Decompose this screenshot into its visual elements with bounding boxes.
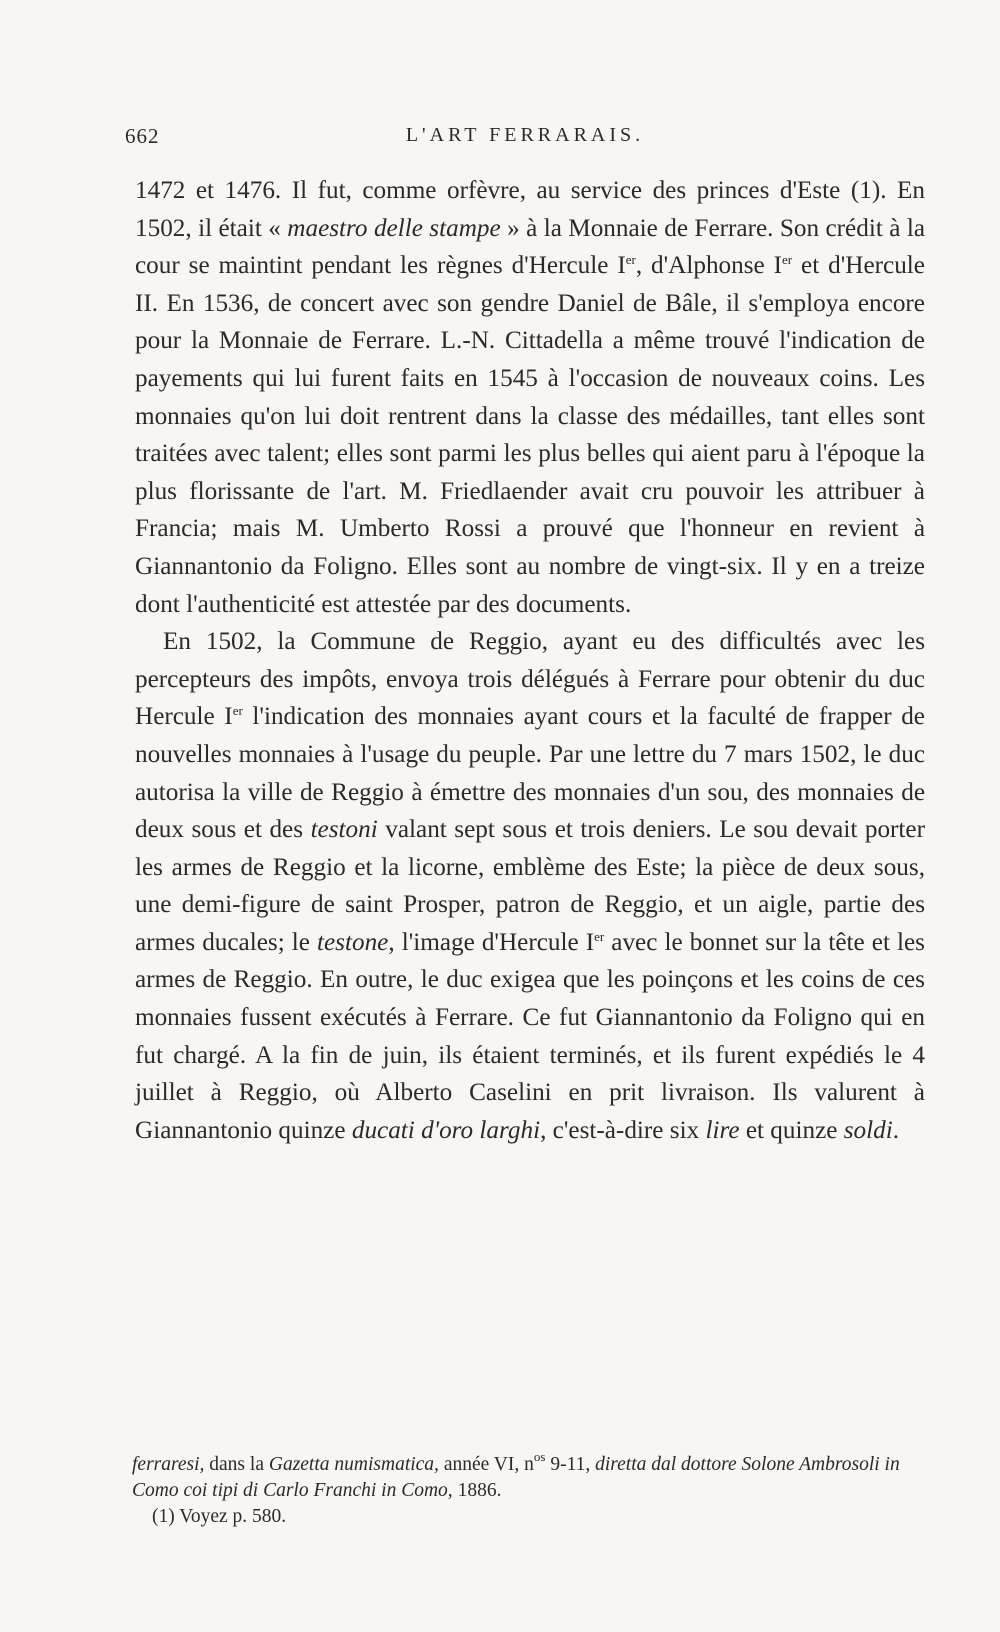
text-run: valant sept sous et trois deniers. Le sou devait porter les armes de Reggio et la licorne, emblème des Este; la pièce de deux sous, une demi-figure de saint Prosper, patron de Reggio, et un aigle, partie des armes ducales; le: [135, 816, 925, 956]
text-run: 9-11,: [545, 1454, 596, 1475]
page-header: [125, 124, 925, 164]
superscript: er: [625, 252, 636, 268]
text-run: .: [892, 1116, 900, 1144]
italic-run: maestro delle stampe: [287, 214, 501, 242]
page-number: 662: [125, 124, 160, 148]
superscript: er: [594, 928, 605, 944]
superscript: os: [533, 1449, 546, 1464]
text-run: et quinze: [739, 1116, 844, 1144]
footnotes: [132, 1449, 932, 1530]
italic-run: testoni: [310, 816, 378, 844]
italic-run: ducati d'oro larghi: [351, 1116, 541, 1144]
text-run: dans la: [204, 1454, 269, 1475]
footnote-1: (1) Voyez p. 580.: [152, 1506, 287, 1527]
italic-run: testone: [317, 928, 389, 956]
text-run: En 1502, la Commune de Reggio, ayant eu des difficultés avec les percepteurs des impôts, envoya trois délégués à Ferrare pour obtenir du duc Hercule I: [135, 628, 925, 731]
text-run: avec le bonnet sur la tête et les armes de Reggio. En outre, le duc exigea que les poinçons et les coins de ces monnaies fussent exécutés à Ferrare. Ce fut Giannantonio da Foligno qui en fut chargé. A la fin de juin, ils étaient terminés, et ils furent expédiés le 4 juillet à Reggio, où Alberto Caselini en prit livraison. Ils valurent à Giannantonio quinze: [135, 928, 925, 1144]
footnote-continuation: [132, 1449, 932, 1504]
text-run: année VI, n: [438, 1454, 534, 1475]
text-run: et d'Hercule II. En 1536, de concert avec son gendre Daniel de Bâle, il s'employa encore pour la Monnaie de Ferrare. L.-N. Cittadella a même trouvé l'indication de payements qui lui furent faits en 1545 à l'occasion de nouveaux coins. Les monnaies qu'on lui doit rentrent dans la classe des médailles, tant elles sont traitées avec talent; elles sont parmi les plus belles qui aient paru à l'époque la plus florissante de l'art. M. Friedlaender avait cru pouvoir les attribuer à Francia; mais M. Umberto Rossi a prouvé que l'honneur en revient à Giannantonio da Foligno. Elles sont au nombre de vingt-six. Il y en a treize dont l'authenticité est attestée par des documents.: [135, 252, 925, 618]
running-title: L'ART FERRARAIS.: [405, 124, 645, 146]
text-run: , d'Alphonse I: [635, 252, 783, 280]
text-run: » à la Monnaie de Ferrare. Son crédit à la cour se maintint pendant les règnes d'Hercule I: [135, 214, 926, 280]
italic-run: diretta dal dottore Solone Ambrosoli in Como coi tipi di Carlo Franchi in Como,: [132, 1454, 900, 1501]
superscript: er: [232, 703, 243, 719]
main-text: [135, 172, 925, 1149]
italic-run: soldi: [843, 1116, 893, 1144]
text-run: 1886.: [452, 1480, 502, 1501]
italic-run: ferraresi,: [132, 1454, 205, 1475]
italic-run: Gazetta numismatica,: [268, 1454, 439, 1475]
text-run: 1472 et 1476. Il fut, comme orfèvre, au service des princes d'Este (1). En 1502, il était «: [135, 177, 925, 242]
text-run: , l'image d'Hercule I: [388, 928, 595, 956]
paragraph-2: [135, 623, 925, 1149]
text-run: , c'est-à-dire six: [540, 1116, 706, 1144]
text-run: l'indication des monnaies ayant cours et la faculté de frapper de nouvelles monnaies à l'usage du peuple. Par une lettre du 7 mars 1502, le duc autorisa la ville de Reggio à émettre des monnaies d'un sou, des monnaies de deux sous et des: [135, 703, 925, 844]
paragraph-1: [135, 172, 925, 623]
superscript: er: [782, 252, 793, 268]
italic-run: lire: [705, 1116, 740, 1144]
